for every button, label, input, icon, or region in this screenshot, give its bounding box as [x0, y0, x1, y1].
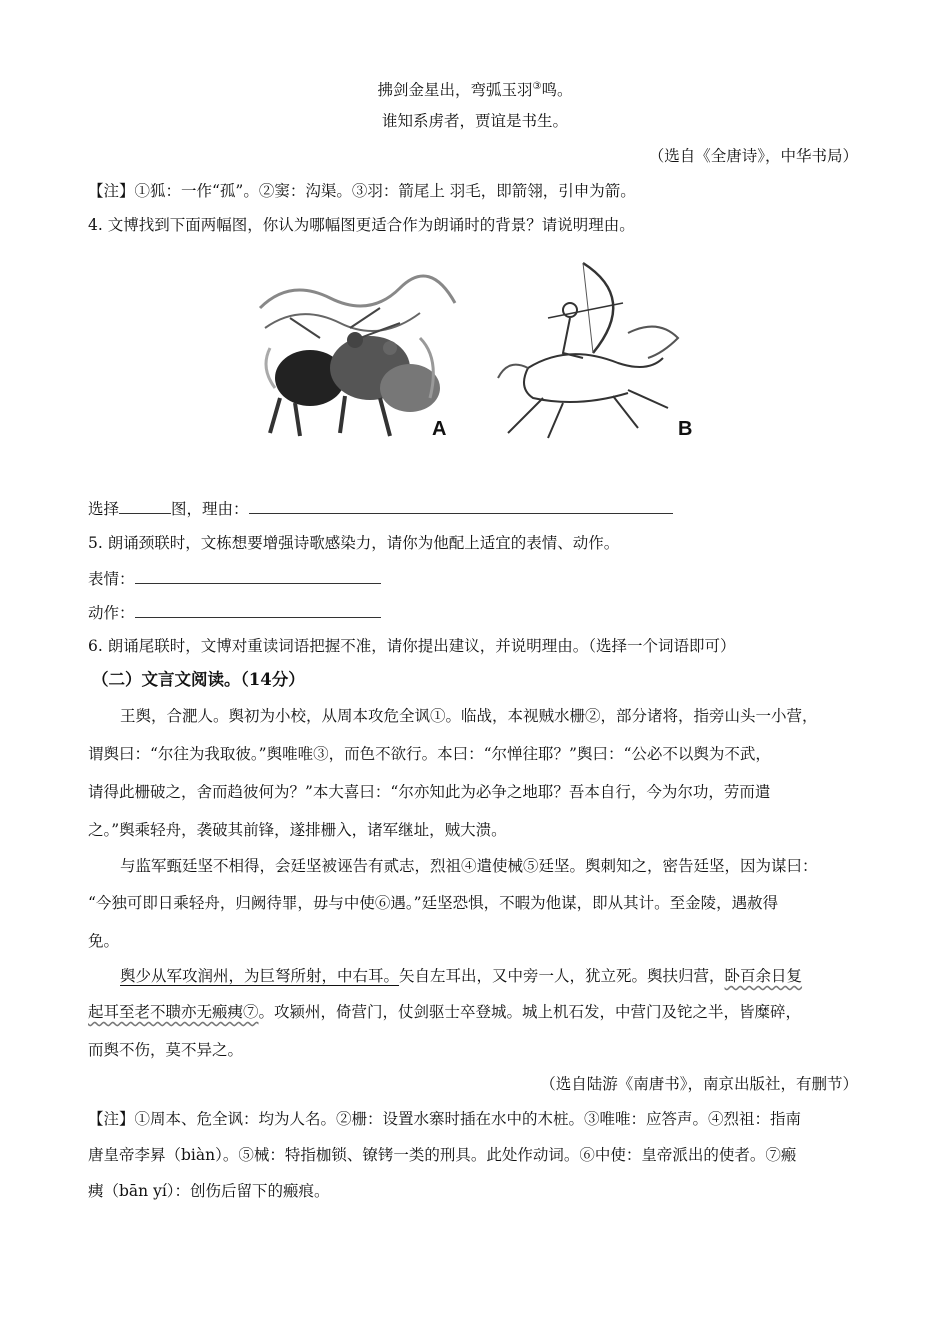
figure-a-label: A [432, 418, 447, 440]
poem-line-1-end: 鸣。 [541, 81, 573, 100]
choice-blank[interactable] [119, 497, 171, 514]
passage-note-line1: 【注】①周本、危全讽：均为人名。②栅：设置水寨时插在水中的木桩。③唯唯：应答声。④烈祖：指南 [88, 1110, 802, 1128]
reason-blank[interactable] [249, 497, 673, 514]
passage-note-line2: 唐皇帝李昪（biàn）。⑤械：特指枷锁、镣铐一类的刑具。此处作动词。⑥中使：皇帝派出的使者。⑦瘢 [88, 1146, 797, 1164]
passage-p1-line3: 请得此栅破之，舍而趋彼何为？”本大喜曰：“尔亦知此为必争之地耶？吾本自行，今为尔功，劳而遣 [88, 783, 771, 801]
passage-p2-line2: “今独可即日乘轻舟，归阙待罪，毋与中使⑥遇。”廷坚恐惧，不暇为他谋，即从其计。至金陵，遇赦得 [88, 894, 779, 912]
poem-line-1-text: 拂剑金星出，弯弧玉羽 [377, 81, 533, 100]
expression-label: 表情： [88, 570, 135, 588]
wavy-underlined-phrase-2: 起耳至老不聩亦无瘢痍⑦ [88, 1003, 259, 1021]
wavy-underlined-phrase: 卧百余日复 [724, 967, 803, 985]
passage-p1-line4: 之。”舆乘轻舟，袭破其前锋，遂排栅入，诸军继址，贼大溃。 [88, 821, 507, 839]
poem-note: 【注】①狐：一作“孤”。②窦：沟渠。③羽：箭尾上 羽毛，即箭翎，引申为箭。 [88, 182, 636, 200]
figure-b-label: B [678, 418, 693, 440]
passage-p3-line3: 而舆不伤，莫不异之。 [88, 1041, 244, 1059]
question-5: 5. 朗诵颈联时，文栋想要增强诗歌感染力，请你为他配上适宜的表情、动作。 [88, 534, 620, 552]
passage-p3-line1-mid: 矢自左耳出，又中旁一人，犹立死。舆扶归营， [399, 967, 725, 985]
passage-p3-line1 [120, 965, 802, 987]
poem-source: （选自《全唐诗》，中华书局） [648, 147, 858, 165]
passage-p2-line1: 与监军甄廷坚不相得，会廷坚被诬告有贰志，烈祖④遣使械⑤廷坚。舆刺知之，密告廷坚，因为谋曰： [120, 857, 818, 875]
passage-p3-line2-rest: 。攻颍州，倚营门，仗剑驱士卒登城。城上机石发，中营门及铊之半，皆糜碎， [258, 1003, 802, 1021]
passage-p2-line3: 免。 [88, 932, 120, 950]
reason-label: 图，理由： [171, 500, 249, 518]
passage-note-line3: 痍（bān yí）：创伤后留下的瘢痕。 [88, 1182, 330, 1200]
passage-p1-line2: 谓舆曰：“尔往为我取彼。”舆唯唯③，而色不欲行。本曰：“尔惮往耶？”舆曰：“公必不以舆为不武， [88, 745, 771, 763]
choice-answer-line [88, 497, 673, 520]
passage-source: （选自陆游《南唐书》，南京出版社，有删节） [540, 1075, 858, 1093]
underlined-sentence: 舆少从军攻润州，为巨弩所射，中右耳。 [120, 967, 400, 985]
question-4: 4. 文博找到下面两幅图，你认为哪幅图更适合作为朗诵时的背景？请说明理由。 [88, 216, 635, 234]
expression-blank[interactable] [135, 567, 381, 584]
figure-b-archer-image [488, 258, 703, 446]
section-2-title: （二）文言文阅读。（14分） [92, 670, 305, 689]
action-label: 动作： [88, 604, 135, 622]
action-blank[interactable] [135, 601, 381, 618]
question-6: 6. 朗诵尾联时，文博对重读词语把握不准，请你提出建议，并说明理由。（选择一个词语即可） [88, 637, 736, 655]
footnote-marker: ③ [532, 81, 542, 92]
action-answer-line [88, 601, 381, 624]
passage-p3-line2 [88, 1001, 801, 1023]
poem-line-2: 谁知系虏者，贾谊是书生。 [381, 112, 568, 130]
poem-line-1 [0, 76, 950, 101]
passage-p1-line1: 王舆，合淝人。舆初为小校，从周本攻危全讽①。临战，本视贼水栅②，部分诸将，指旁山头一小营， [120, 707, 818, 725]
expression-answer-line [88, 567, 381, 590]
choice-prefix: 选择 [88, 500, 120, 518]
